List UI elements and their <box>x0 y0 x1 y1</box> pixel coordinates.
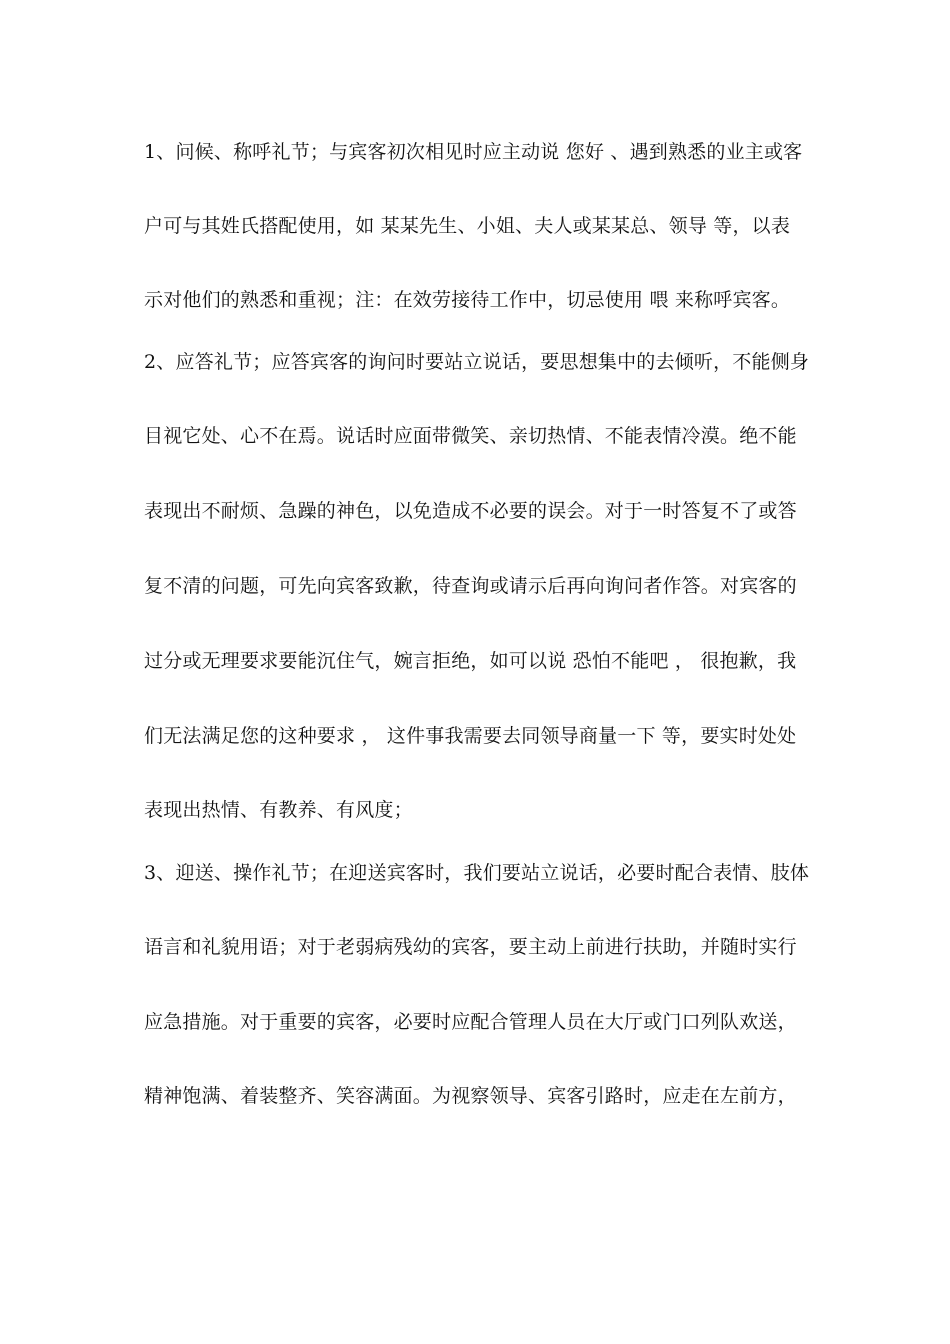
section-3-line-3 <box>144 1010 814 1034</box>
section-2-number: 2 <box>144 351 157 373</box>
section-3-number: 3 <box>144 862 157 884</box>
section-3-text-2: 语言和礼貌用语；对于老弱病残幼的宾客，要主动上前进行扶助，并随时实行 <box>144 936 797 958</box>
section-2-text-3: 表现出不耐烦、急躁的神色，以免造成不必要的误会。对于一时答复不了或答 <box>144 500 797 522</box>
section-1-text-2: 户可与其姓氏搭配使用，如 某某先生、小姐、夫人或某某总、领导 等，以表 <box>144 215 791 237</box>
section-1-line-2 <box>144 214 814 238</box>
section-1-text-1: 、问候、称呼礼节；与宾客初次相见时应主动说 您好 、遇到熟悉的业主或客 <box>156 141 803 163</box>
section-2-text-6: 们无法满足您的这种要求 ， 这件事我需要去同领导商量一下 等，要实时处处 <box>144 725 797 747</box>
section-3-text-1: 、迎送、操作礼节；在迎送宾客时，我们要站立说话，必要时配合表情、肢体 <box>156 862 810 884</box>
section-2-line-4 <box>144 574 814 598</box>
section-3-text-3: 应急措施。对于重要的宾客，必要时应配合管理人员在大厅或门口列队欢送， <box>144 1011 797 1033</box>
section-1-line-1 <box>144 140 814 164</box>
section-3-text-4: 精神饱满、着装整齐、笑容满面。为视察领导、宾客引路时，应走在左前方， <box>144 1085 797 1107</box>
section-2-line-5 <box>144 649 814 673</box>
section-2-line-2 <box>144 424 814 448</box>
section-1-number: 1 <box>144 141 157 163</box>
section-2-text-1: 、应答礼节；应答宾客的询问时要站立说话，要思想集中的去倾听，不能侧身 <box>156 351 810 373</box>
section-2-line-3 <box>144 499 814 523</box>
section-2-text-2: 目视它处、心不在焉。说话时应面带微笑、亲切热情、不能表情冷漠。绝不能 <box>144 425 797 447</box>
section-2-text-4: 复不清的问题，可先向宾客致歉，待查询或请示后再向询问者作答。对宾客的 <box>144 575 797 597</box>
section-3-line-1 <box>144 861 814 885</box>
section-2-text-7: 表现出热情、有教养、有风度； <box>144 799 413 821</box>
section-1-text-3: 示对他们的熟悉和重视；注：在效劳接待工作中，切忌使用 喂 来称呼宾客。 <box>144 289 791 311</box>
section-2-line-1 <box>144 350 814 374</box>
section-2-text-5: 过分或无理要求要能沉住气，婉言拒绝，如可以说 恐怕不能吧 ， 很抱歉，我 <box>144 650 797 672</box>
section-1-line-3 <box>144 288 814 312</box>
section-3-line-4 <box>144 1084 814 1108</box>
section-2-line-6 <box>144 724 814 748</box>
section-3-line-2 <box>144 935 814 959</box>
section-2-line-7 <box>144 798 814 822</box>
